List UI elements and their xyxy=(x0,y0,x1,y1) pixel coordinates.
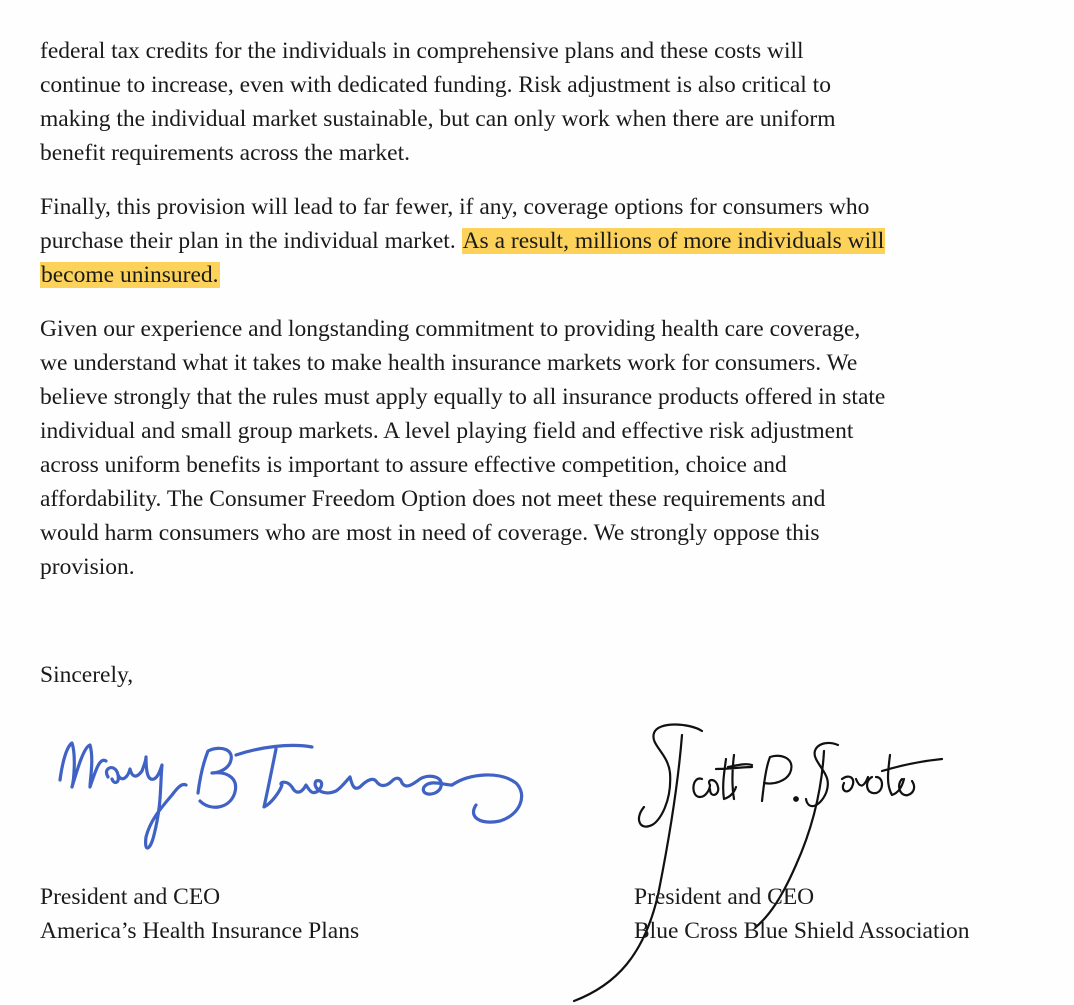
text-line: benefit requirements across the market. xyxy=(40,140,410,166)
paragraph-position-statement xyxy=(40,312,1055,584)
text-line: would harm consumers who are most in need of coverage. We strongly oppose this xyxy=(40,520,820,546)
text-line: believe strongly that the rules must apply equally to all insurance products offered in state xyxy=(40,384,886,410)
signature-right-image xyxy=(560,715,960,1005)
signatory-organization: Blue Cross Blue Shield Association xyxy=(634,918,970,944)
signature-left-image xyxy=(50,725,550,865)
text-line xyxy=(40,224,1055,258)
text-line: across uniform benefits is important to assure effective competition, choice and xyxy=(40,452,787,478)
text-line: continue to increase, even with dedicated funding. Risk adjustment is also critical to xyxy=(40,72,831,98)
text-line: we understand what it takes to make health insurance markets work for consumers. We xyxy=(40,350,858,376)
highlighted-text: As a result, millions of more individuals will xyxy=(462,228,885,254)
text-line: affordability. The Consumer Freedom Option does not meet these requirements and xyxy=(40,486,826,512)
highlighted-text: become uninsured. xyxy=(41,262,219,288)
signatory-title: President and CEO xyxy=(634,884,815,910)
text-line: individual and small group markets. A level playing field and effective risk adjustment xyxy=(40,418,854,444)
text-line xyxy=(40,258,1055,292)
signatory-left xyxy=(40,880,359,948)
text-segment: purchase their plan in the individual market. xyxy=(40,228,462,254)
signatory-right xyxy=(634,880,970,948)
signatory-title: President and CEO xyxy=(40,884,221,910)
text-line: Given our experience and longstanding commitment to providing health care coverage, xyxy=(40,316,861,342)
text-line: provision. xyxy=(40,554,135,580)
text-line: federal tax credits for the individuals in comprehensive plans and these costs will xyxy=(40,38,804,64)
paragraph-coverage-options xyxy=(40,190,1055,292)
signatory-organization: America’s Health Insurance Plans xyxy=(40,918,360,944)
text-line: Finally, this provision will lead to far fewer, if any, coverage options for consumers who xyxy=(40,194,870,220)
paragraph-risk-adjustment xyxy=(40,34,1055,170)
closing-salutation: Sincerely, xyxy=(40,662,134,688)
text-line: making the individual market sustainable, but can only work when there are uniform xyxy=(40,106,836,132)
